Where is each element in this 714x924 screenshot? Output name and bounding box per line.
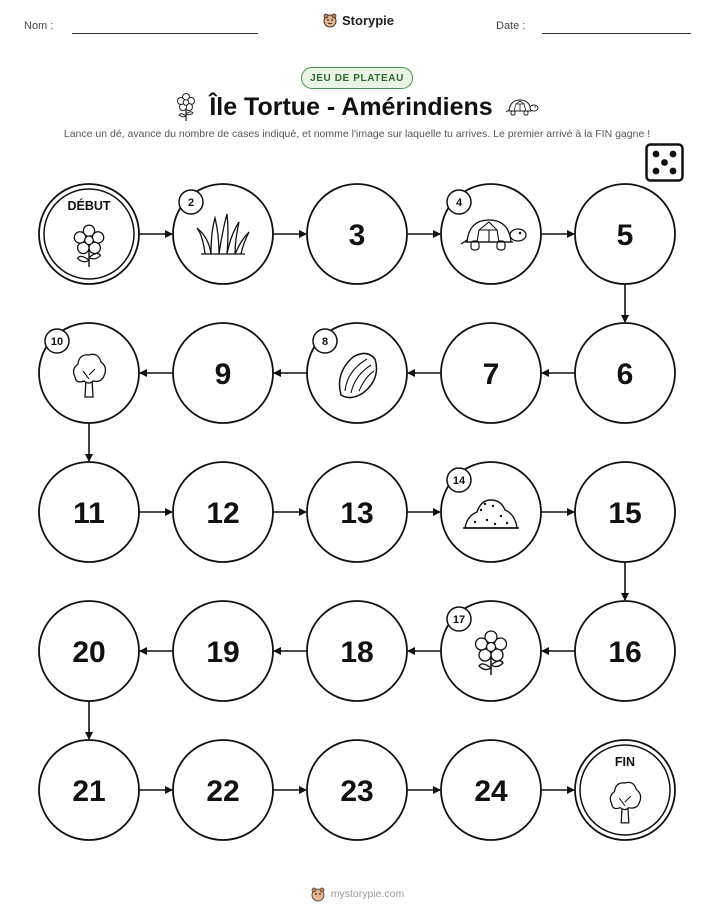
space-number: 21 xyxy=(72,775,106,808)
board-space xyxy=(441,323,541,423)
space-number-badge: 10 xyxy=(50,336,64,348)
board-space xyxy=(575,601,675,701)
space-number: 5 xyxy=(616,219,634,252)
space-number: 20 xyxy=(72,636,106,669)
date-label: Date : xyxy=(496,20,526,32)
page-title: Île Tortue - Amérindiens xyxy=(209,92,493,121)
space-number: 6 xyxy=(616,358,634,391)
board-space xyxy=(575,184,675,284)
board-space xyxy=(441,601,541,701)
board-space xyxy=(307,184,407,284)
end-space xyxy=(575,740,675,840)
board-space xyxy=(173,184,273,284)
space-number: 23 xyxy=(340,775,374,808)
space-number: 24 xyxy=(474,775,508,808)
start-space xyxy=(39,184,139,284)
space-number-badge: 8 xyxy=(321,336,329,348)
space-number: 22 xyxy=(206,775,240,808)
board-space xyxy=(39,323,139,423)
storypie-mascot-icon xyxy=(310,886,326,902)
end-label: FIN xyxy=(614,755,636,769)
space-number: 7 xyxy=(482,358,500,391)
board-space xyxy=(173,462,273,562)
name-label: Nom : xyxy=(24,20,54,32)
start-label: DÉBUT xyxy=(67,199,111,213)
board-space xyxy=(307,462,407,562)
space-number-badge: 2 xyxy=(187,197,195,209)
space-number: 15 xyxy=(608,497,642,530)
game-type-badge: JEU DE PLATEAU xyxy=(301,67,413,89)
space-number: 11 xyxy=(73,497,105,530)
board-space xyxy=(173,323,273,423)
instructions-text: Lance un dé, avance du nombre de cases indiqué, et nomme l'image sur laquelle tu arrives. Le premier arrivé à la FIN gagne ! xyxy=(63,128,651,140)
board-space xyxy=(307,323,407,423)
board-space xyxy=(39,740,139,840)
board-space xyxy=(441,184,541,284)
board-space xyxy=(307,601,407,701)
space-number: 9 xyxy=(214,358,232,391)
space-number: 19 xyxy=(206,636,240,669)
footer-site[interactable]: mystorypie.com xyxy=(330,888,405,900)
board-space xyxy=(441,462,541,562)
board-space xyxy=(575,323,675,423)
footer xyxy=(0,886,714,902)
space-number: 3 xyxy=(348,219,366,252)
brand-name: Storypie xyxy=(342,12,395,28)
board-space xyxy=(39,462,139,562)
space-number-badge: 14 xyxy=(452,475,466,487)
board-space xyxy=(173,601,273,701)
space-number: 16 xyxy=(608,636,642,669)
space-number: 18 xyxy=(340,636,374,669)
board-space xyxy=(173,740,273,840)
board-space xyxy=(307,740,407,840)
space-number: 12 xyxy=(206,497,240,530)
board-space xyxy=(441,740,541,840)
board-space xyxy=(39,601,139,701)
space-number: 13 xyxy=(340,497,374,530)
space-number-badge: 4 xyxy=(455,197,463,209)
space-number-badge: 17 xyxy=(452,614,466,626)
board-space xyxy=(575,462,675,562)
